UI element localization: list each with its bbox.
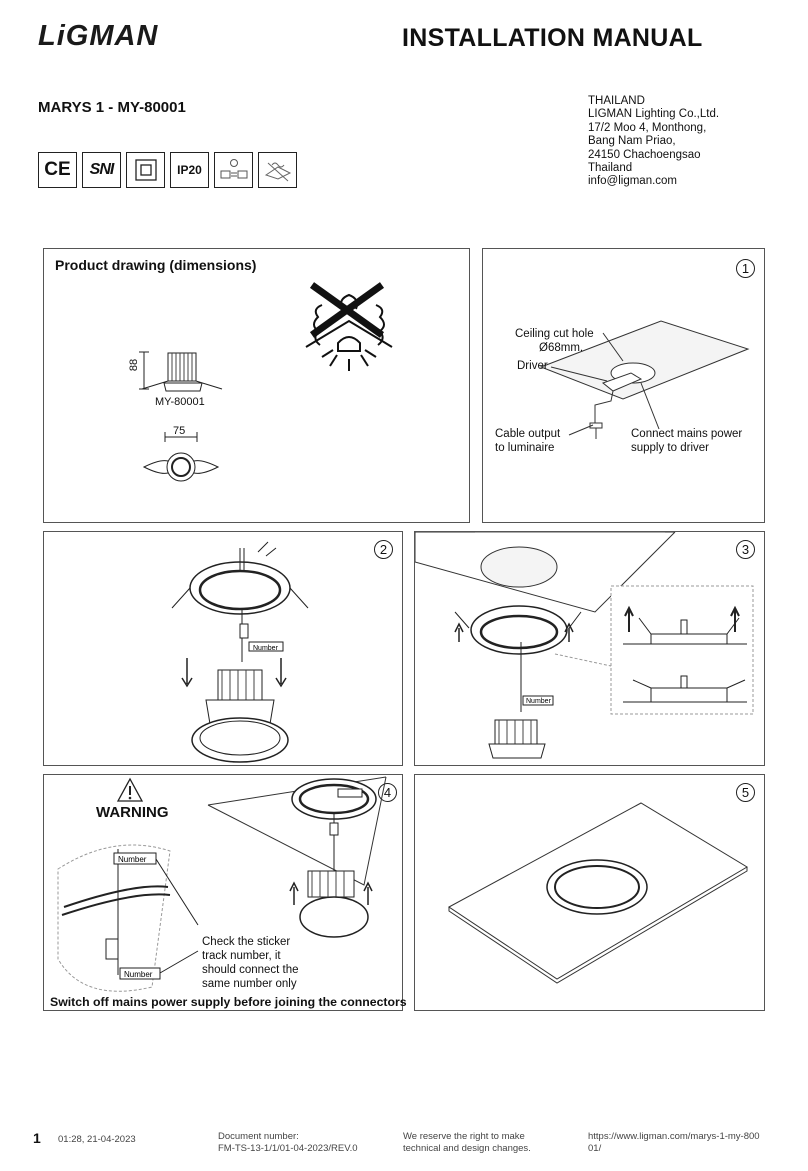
reserve-line: We reserve the right to make	[403, 1131, 525, 1142]
step-4-panel	[43, 774, 407, 1011]
product-drawing-title: Product drawing (dimensions)	[55, 257, 257, 273]
page-title: INSTALLATION MANUAL	[402, 24, 703, 52]
product-dimension-drawing	[44, 249, 469, 522]
address-line: Thailand	[588, 162, 633, 175]
step-1-panel	[482, 248, 765, 523]
address-line: 24150 Chachoengsao	[588, 148, 701, 161]
ip20-label: IP20	[177, 163, 202, 177]
step-5-panel	[414, 774, 765, 1011]
page-number: 1	[33, 1130, 41, 1146]
address-line: info@ligman.com	[588, 175, 678, 188]
driver-label: Driver	[517, 360, 548, 372]
number-tag-text: Number	[253, 645, 278, 652]
width-dimension-label: 75	[173, 425, 186, 437]
step-number-badge: 4	[378, 783, 397, 802]
number-tag-text: Number	[124, 970, 153, 979]
doc-number-value: FM-TS-13-1/1/01-04-2023/REV.0	[218, 1143, 358, 1154]
connect-mains-label: Connect mains power	[631, 428, 743, 440]
class-ii-icon	[126, 152, 165, 188]
check-sticker-text: should connect the	[202, 964, 299, 976]
check-sticker-text: same number only	[202, 978, 297, 990]
number-tag-text: Number	[118, 855, 147, 864]
finished-installation-illustration	[415, 775, 764, 1010]
number-tag-text: Number	[526, 698, 551, 705]
url-line[interactable]: 01/	[588, 1143, 602, 1154]
step-3-panel	[414, 531, 765, 766]
address-line: Bang Nam Priao,	[588, 135, 676, 148]
footer-document-number	[218, 1131, 358, 1155]
address-line: THAILAND	[588, 95, 645, 107]
connect-mains-label: supply to driver	[631, 442, 709, 454]
step-number-badge: 5	[736, 783, 755, 802]
cable-output-label: Cable output	[495, 428, 561, 440]
step-number-badge: 1	[736, 259, 755, 278]
sni-mark-icon	[82, 152, 121, 188]
dimmable-driver-icon	[214, 152, 253, 188]
ce-mark-label: CE	[44, 159, 71, 180]
switch-off-warning: Switch off mains power supply before joining the connectors	[50, 995, 407, 1009]
cable-output-label: to luminaire	[495, 442, 555, 454]
company-address	[588, 95, 719, 189]
height-dimension-label: 88	[128, 358, 141, 372]
brand-logo: LiGMAN	[38, 20, 159, 52]
insert-luminaire-illustration	[415, 532, 764, 765]
model-drawing-label: MY-80001	[155, 396, 205, 408]
no-insulation-icon	[258, 152, 297, 188]
cut-diameter-label: Ø68mm.	[539, 342, 584, 354]
dimmable-driver-symbol	[218, 155, 250, 185]
ceiling-cut-label: Ceiling cut hole	[515, 328, 594, 340]
sni-mark-label: SNI	[89, 161, 114, 178]
ceiling-cut-illustration	[483, 249, 764, 522]
reserve-line: technical and design changes.	[403, 1143, 531, 1154]
footer-timestamp: 01:28, 21-04-2023	[58, 1134, 136, 1145]
step-number-badge: 3	[736, 540, 755, 559]
driver-connection-illustration	[44, 532, 402, 765]
step-number-badge: 2	[374, 540, 393, 559]
check-sticker-text: Check the sticker	[202, 936, 291, 948]
step-2-panel	[43, 531, 403, 766]
doc-number-label: Document number:	[218, 1131, 299, 1142]
model-name: MARYS 1 - MY-80001	[38, 99, 186, 116]
url-line[interactable]: https://www.ligman.com/marys-1-my-800	[588, 1131, 760, 1142]
footer-reserve-note	[403, 1131, 531, 1155]
check-sticker-text: track number, it	[202, 950, 281, 962]
ip20-icon	[170, 152, 209, 188]
address-line: LIGMAN Lighting Co.,Ltd.	[588, 108, 720, 121]
product-drawing-panel	[43, 248, 470, 523]
class-ii-symbol	[135, 159, 157, 181]
no-insulation-symbol	[262, 155, 294, 185]
footer-product-url[interactable]	[588, 1131, 760, 1155]
address-line: 17/2 Moo 4, Monthong,	[588, 121, 707, 134]
warning-title: WARNING	[96, 804, 169, 821]
ce-mark-icon	[38, 152, 77, 188]
